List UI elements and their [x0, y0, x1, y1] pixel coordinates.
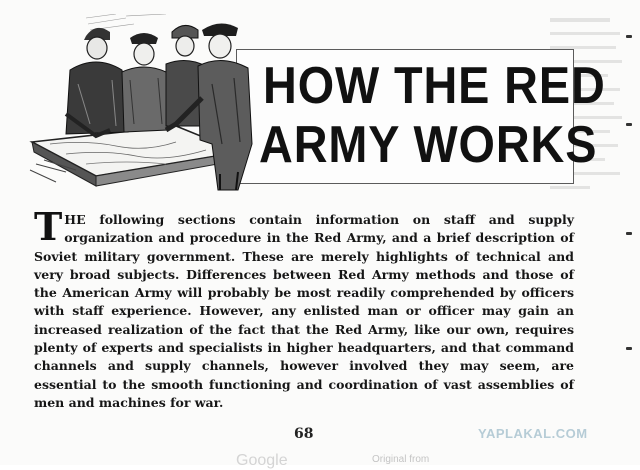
- title-box: [236, 49, 606, 184]
- original-from-text: Original from: [372, 454, 430, 465]
- soldiers-map-illustration: [26, 14, 266, 192]
- margin-mark: [626, 35, 632, 38]
- soldier-center-left: [122, 33, 168, 132]
- title-line-2: ARMY WORKS: [259, 116, 598, 174]
- soldier-left: [66, 28, 128, 136]
- margin-mark: [626, 232, 632, 235]
- drop-cap: T: [34, 204, 63, 249]
- page-number: 68: [294, 426, 314, 442]
- margin-mark: [626, 347, 632, 350]
- google-footer-text: Google: [236, 452, 288, 469]
- body-text: HE following sections contain information on staff and supply organization and procedure in the Red Army, and a brief description of Soviet military government. These are merely highlights of technical and very broad subjects. Differences between Red Army methods and those of the American Army will probably be most readily comprehended by officers with staff experience. However, any enlisted man or officer may gain an increased realization of the fact that the Red Army, like our own, requires plenty of experts and specialists in higher headquarters, and that command channels and supply channels, however involved they may seem, are essential to the smooth functioning and coordination of vast assemblies of men and machines for war.: [34, 212, 574, 410]
- site-watermark: YAPLAKAL.COM: [478, 426, 588, 441]
- margin-mark: [626, 123, 632, 126]
- body-paragraph: [34, 204, 574, 412]
- sky-hatching: [86, 14, 166, 30]
- title-line-1: HOW THE RED: [263, 57, 606, 115]
